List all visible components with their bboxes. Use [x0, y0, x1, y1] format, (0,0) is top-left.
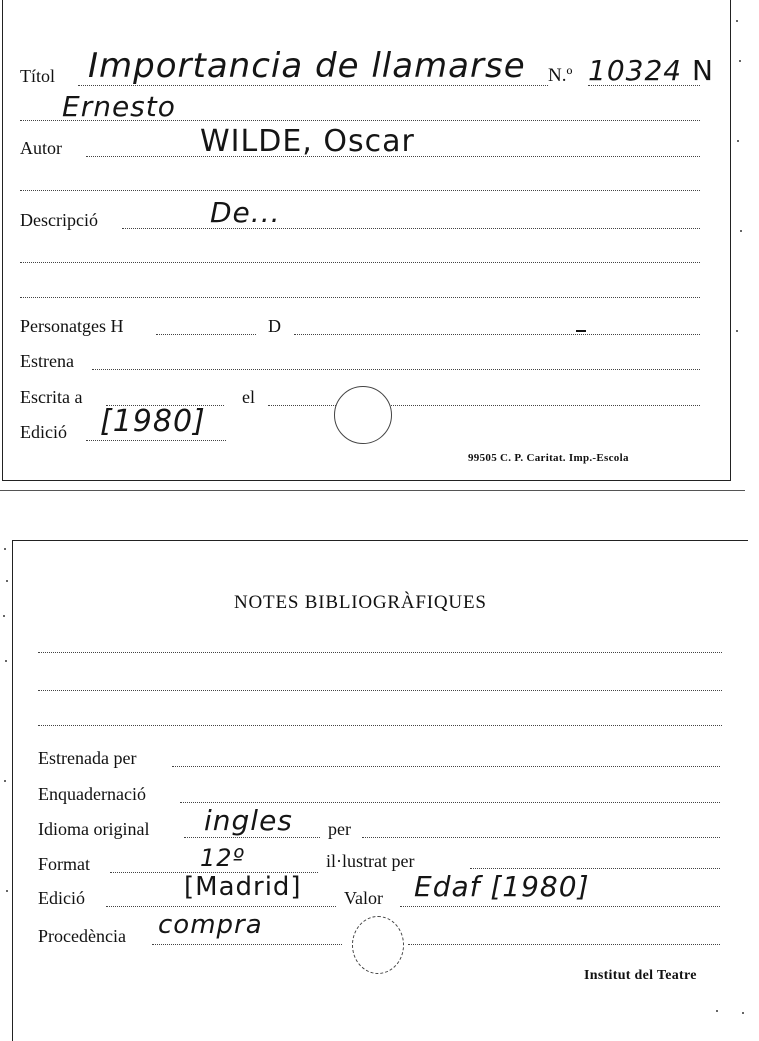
- edicio-label: Edició: [20, 422, 67, 442]
- scan-speck: [739, 60, 741, 62]
- scan-speck: [5, 660, 7, 662]
- escrita-label: Escrita a: [20, 387, 83, 407]
- edicio-value: [1980]: [100, 404, 206, 439]
- descripcio-value: De...: [210, 196, 281, 229]
- edicio-line: [86, 440, 226, 441]
- illustrat-line: [470, 868, 720, 869]
- autor-extra-line: [20, 190, 700, 191]
- number-label: N.º: [548, 65, 573, 86]
- scan-speck: [6, 890, 8, 892]
- notes-line-2: [38, 690, 722, 691]
- autor-value: WILDE, Oscar: [200, 124, 415, 159]
- number-value: 10324: [588, 54, 683, 87]
- pen-mark: [576, 330, 586, 332]
- descripcio-line: [122, 228, 700, 229]
- scan-speck: [4, 548, 6, 550]
- personatges-d-line: [294, 334, 700, 335]
- notes-line-1: [38, 652, 722, 653]
- procedencia-label: Procedència: [38, 926, 126, 946]
- valor-line: [400, 906, 720, 907]
- printer-imprint: 99505 C. P. Caritat. Imp.-Escola: [468, 452, 629, 464]
- procedencia-line-right: [408, 944, 720, 945]
- enquadernacio-line: [180, 802, 720, 803]
- scan-speck: [6, 580, 8, 582]
- personatges-label: Personatges H: [20, 316, 124, 336]
- enquadernacio-label: Enquadernació: [38, 784, 146, 804]
- scan-speck: [4, 780, 6, 782]
- idioma-per-label: per: [328, 819, 351, 839]
- number-suffix: N: [692, 54, 714, 87]
- valor-label: Valor: [344, 888, 383, 908]
- procedencia-value: compra: [158, 910, 263, 940]
- format-value: 12º: [200, 844, 245, 872]
- el-label: el: [242, 387, 255, 407]
- scan-speck: [742, 1012, 744, 1014]
- personatges-d-label: D: [268, 316, 281, 336]
- back-edicio-line: [106, 906, 336, 907]
- scan-speck: [736, 330, 738, 332]
- illustrat-label: il·lustrat per: [326, 851, 415, 871]
- estrena-line: [92, 369, 700, 370]
- idioma-value: ingles: [204, 804, 293, 837]
- scan-speck: [737, 140, 739, 142]
- scan-speck: [736, 20, 738, 22]
- estrenada-line: [172, 766, 720, 767]
- el-line: [268, 405, 700, 406]
- notes-line-3: [38, 725, 722, 726]
- punch-hole-back: [352, 916, 404, 974]
- idioma-label: Idioma original: [38, 819, 150, 839]
- notes-heading: NOTES BIBLIOGRÀFIQUES: [234, 592, 487, 613]
- procedencia-line: [152, 944, 342, 945]
- autor-label: Autor: [20, 138, 62, 158]
- estrena-label: Estrena: [20, 351, 74, 371]
- personatges-h-line: [156, 334, 256, 335]
- idioma-per-line: [362, 837, 720, 838]
- scan-speck: [740, 230, 742, 232]
- card-front-bottom-edge: [0, 490, 745, 491]
- institut-footer: Institut del Teatre: [584, 968, 697, 983]
- format-label: Format: [38, 854, 90, 874]
- idioma-line: [184, 837, 320, 838]
- titol-label: Títol: [20, 66, 55, 86]
- titol-cont-line: [20, 120, 700, 121]
- titol-value: Importancia de llamarse: [88, 46, 526, 86]
- punch-hole: [334, 386, 392, 444]
- titol-value-cont: Ernesto: [62, 90, 176, 123]
- scan-speck: [3, 615, 5, 617]
- valor-value: Edaf [1980]: [414, 870, 590, 903]
- back-edicio-value: [Madrid]: [184, 872, 302, 902]
- estrenada-label: Estrenada per: [38, 748, 137, 768]
- descripcio-extra-line-1: [20, 262, 700, 263]
- descripcio-label: Descripció: [20, 210, 98, 230]
- scan-speck: [716, 1010, 718, 1012]
- back-edicio-label: Edició: [38, 888, 85, 908]
- descripcio-extra-line-2: [20, 297, 700, 298]
- number-line: [588, 85, 700, 86]
